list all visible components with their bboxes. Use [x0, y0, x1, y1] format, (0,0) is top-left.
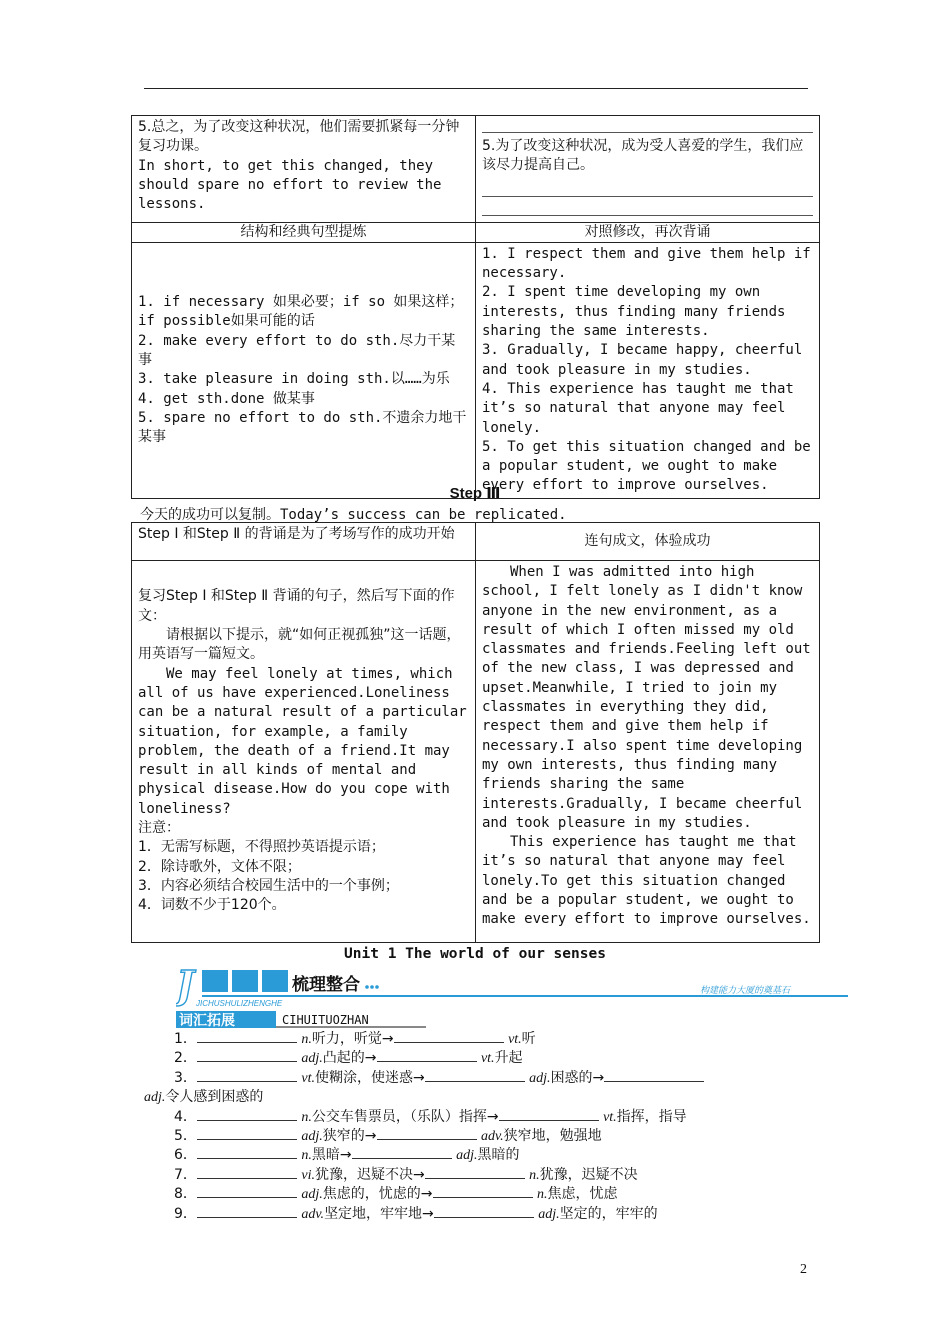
dot-icon — [370, 985, 374, 989]
vocab-number: 9． — [174, 1205, 197, 1222]
vocab-meaning: 狭窄地，勉强地 — [503, 1128, 602, 1145]
vocab-item — [144, 1108, 704, 1127]
part-of-speech: vi. — [301, 1167, 315, 1183]
answer-blank[interactable] — [425, 1166, 525, 1179]
dot-icon — [375, 985, 379, 989]
sentence-item: 4. This experience has taught me that it’s so natural that anyone may feel lonely. — [482, 380, 794, 436]
sentences-cell — [476, 242, 820, 498]
answer-blank[interactable] — [604, 1069, 704, 1082]
task-instruction: 复习Step Ⅰ 和Step Ⅱ 背诵的句子，然后写下面的作文： — [138, 588, 455, 624]
note-item: 3．内容必须结合校园生活中的一个事例； — [138, 877, 399, 894]
summary-cn: 5.总之，为了改变这种状况，他们需要抓紧每一分钟复习功课。 — [138, 119, 460, 155]
vocab-meaning: 焦虑，忧虑 — [547, 1186, 618, 1203]
essay-cell — [476, 561, 820, 943]
part-of-speech: adj. — [301, 1187, 323, 1203]
part-of-speech: adj. — [529, 1070, 551, 1086]
answer-blank[interactable] — [425, 1069, 525, 1082]
task-cell — [132, 561, 476, 943]
banner-block — [202, 970, 228, 992]
step-title: Step Ⅲ — [449, 485, 501, 502]
vocab-meaning: 黑暗→ — [311, 1147, 352, 1164]
vocab-meaning: 困惑的→ — [550, 1069, 605, 1086]
part-of-speech: adj. — [144, 1090, 166, 1106]
answer-blank[interactable] — [197, 1030, 297, 1043]
vocab-meaning: 凸起的→ — [322, 1050, 377, 1067]
structures-cell — [132, 242, 476, 498]
note-item: 2．除诗歌外，文体不限； — [138, 858, 301, 875]
banner-slogan: 构建能力大厦的奠基石 — [700, 986, 791, 996]
banner-block — [232, 970, 258, 992]
summary-sentence-cell — [132, 116, 476, 223]
header-step-recitation: Step Ⅰ 和Step Ⅱ 的背诵是为了考场写作的成功开始 — [132, 523, 476, 561]
answer-blank[interactable] — [197, 1146, 297, 1159]
answer-blank[interactable] — [197, 1069, 297, 1082]
vocab-number: 5． — [174, 1128, 197, 1145]
summary-en: In short, to get this changed, they should spare no effort to review the lessons. — [138, 157, 442, 213]
answer-blank[interactable] — [377, 1049, 477, 1062]
answer-blank[interactable] — [197, 1185, 297, 1198]
vocab-meaning: 坚定的，牢牢的 — [559, 1205, 658, 1222]
part-of-speech: adj. — [301, 1129, 323, 1145]
sentence-item: 5. To get this situation changed and be a popular student, we ought to make every effort to improve ourselves. — [482, 438, 811, 494]
vocab-meaning: 指挥，指导 — [616, 1108, 687, 1125]
vocab-meaning: 狭窄的→ — [322, 1128, 377, 1145]
part-of-speech: adv. — [301, 1206, 325, 1222]
vocab-item — [144, 1146, 704, 1165]
answer-blank[interactable] — [197, 1049, 297, 1062]
structure-item: 5. spare no effort to do sth.不遗余力地干某事 — [138, 409, 467, 446]
part-of-speech: n. — [301, 1032, 312, 1047]
part-of-speech: adj. — [538, 1206, 560, 1222]
header-revise: 对照修改，再次背诵 — [476, 222, 820, 242]
vocab-meaning: 使糊涂，使迷惑→ — [314, 1069, 425, 1086]
banner-letter: J — [176, 966, 194, 1007]
vocab-item — [144, 1205, 704, 1224]
sentence-item: 1. I respect them and give them help if necessary. — [482, 245, 811, 282]
vocab-number: 8． — [174, 1186, 197, 1203]
part-of-speech: n. — [301, 1109, 312, 1125]
vocab-meaning: 听 — [521, 1031, 536, 1047]
answer-blank[interactable] — [197, 1127, 297, 1140]
vocab-meaning: 犹豫，迟疑不决 — [539, 1166, 638, 1183]
vocab-meaning: 犹豫，迟疑不决→ — [314, 1166, 425, 1183]
vocab-item — [144, 1069, 704, 1088]
vocab-meaning: 坚定地，牢牢地→ — [324, 1205, 434, 1222]
vocab-meaning: 公交车售票员，（乐队）指挥→ — [311, 1108, 499, 1125]
banner-block — [262, 970, 288, 992]
section-banner — [176, 966, 848, 1028]
header-structures: 结构和经典句型提炼 — [132, 222, 476, 242]
vocab-item — [144, 1185, 704, 1204]
vocab-number: 6． — [174, 1147, 197, 1164]
part-of-speech: adv. — [480, 1129, 504, 1145]
step-subtitle: 今天的成功可以复制。Today’s success can be replicated. — [140, 507, 567, 523]
part-of-speech: vt. — [480, 1051, 495, 1067]
task-prompt-en: We may feel lonely at times, which all of us have experienced.Loneliness can be a natural result of a particular situation, for example, a family problem, the death of a friend.It may result in all kinds of mental and physical disease.How do you cope with loneliness? — [138, 665, 467, 817]
answer-blank[interactable] — [394, 1030, 504, 1043]
part-of-speech: n. — [301, 1148, 312, 1164]
vocab-meaning: 黑暗的 — [477, 1147, 520, 1164]
banner-title: 梳理整合 — [292, 975, 360, 995]
vocab-item-continued — [144, 1088, 704, 1107]
vocab-meaning: 令人感到困惑的 — [165, 1089, 264, 1106]
task-prompt-cn: 请根据以下提示，就“如何正视孤独”这一话题，用英语写一篇短文。 — [138, 627, 461, 663]
answer-line — [482, 182, 813, 197]
vocab-number: 2． — [174, 1050, 197, 1067]
answer-line — [482, 201, 813, 216]
part-of-speech: vt. — [508, 1032, 522, 1047]
vocab-tab-pinyin: CIHUITUOZHAN — [282, 1013, 369, 1027]
part-of-speech: vt. — [301, 1070, 315, 1086]
translation-cn: 5.为了改变这种状况，成为受人喜爱的学生，我们应该尽力提高自己。 — [482, 138, 804, 174]
recitation-table — [131, 115, 820, 499]
header-rule — [144, 88, 808, 89]
answer-blank[interactable] — [433, 1185, 533, 1198]
vocab-item — [144, 1166, 704, 1185]
structure-item: 4. get sth.done 做某事 — [138, 390, 315, 407]
vocab-number: 7． — [174, 1166, 197, 1183]
vocab-number: 4． — [174, 1108, 197, 1125]
answer-blank[interactable] — [197, 1108, 297, 1121]
part-of-speech: n. — [529, 1167, 540, 1183]
writing-table — [131, 522, 820, 943]
translation-cell — [476, 116, 820, 223]
structure-item: 1. if necessary 如果必要；if so 如果这样；if possible如果可能的话 — [138, 294, 464, 330]
answer-blank[interactable] — [434, 1205, 534, 1218]
vocab-item — [144, 1049, 704, 1068]
header-compose: 连句成文，体验成功 — [476, 523, 820, 561]
answer-blank[interactable] — [197, 1166, 297, 1179]
answer-line — [482, 118, 813, 133]
vocab-meaning: 焦虑的，忧虑的→ — [322, 1186, 433, 1203]
notes-title: 注意： — [138, 820, 180, 837]
vocab-meaning: 升起 — [494, 1050, 523, 1067]
page-number: 2 — [800, 1262, 807, 1277]
answer-blank[interactable] — [499, 1108, 599, 1121]
part-of-speech: adj. — [456, 1148, 478, 1164]
vocab-item — [144, 1030, 704, 1049]
answer-blank[interactable] — [352, 1146, 452, 1159]
vocab-list — [144, 1030, 704, 1224]
structure-item: 2. make every effort to do sth.尽力干某事 — [138, 332, 456, 369]
sentence-item: 2. I spent time developing my own interests, thus finding many friends sharing the same interests. — [482, 284, 786, 340]
answer-blank[interactable] — [197, 1205, 297, 1218]
essay-paragraph: This experience has taught me that it’s so natural that anyone may feel lonely.To get this situation changed and be a popular student, we ought to make every effort to improve ourselves. — [482, 834, 811, 928]
vocab-tab-title: 词汇拓展 — [179, 1013, 235, 1028]
note-item: 1．无需写标题，不得照抄英语提示语； — [138, 839, 385, 856]
banner-graphic — [176, 966, 848, 1028]
vocab-number: 3． — [174, 1069, 197, 1086]
part-of-speech: vt. — [603, 1109, 617, 1125]
unit-title: Unit 1 The world of our senses — [344, 946, 606, 962]
structure-item: 3. take pleasure in doing sth.以……为乐 — [138, 371, 450, 388]
vocab-item — [144, 1127, 704, 1146]
dot-icon — [365, 985, 369, 989]
note-item: 4．词数不少于120个。 — [138, 897, 286, 914]
answer-blank[interactable] — [377, 1127, 477, 1140]
banner-pinyin: JICHUSHULIZHENGHE — [196, 999, 283, 1008]
part-of-speech: n. — [536, 1187, 548, 1203]
essay-paragraph: When I was admitted into high school, I felt lonely as I didn't know anyone in the new environment, as a result of which I often missed my old classmates and friends.Feeling left out of the new class, I was depressed and upset.Meanwhile, I tried to join my classmates in everything they did, respect them and give them help if necessary.I also spent time developing my own interests, thus finding many friends sharing the same interests.Gradually, I became cheerful and took pleasure in my studies. — [482, 564, 811, 831]
sentence-item: 3. Gradually, I became happy, cheerful and took pleasure in my studies. — [482, 342, 803, 378]
vocab-number: 1． — [174, 1031, 197, 1047]
vocab-meaning: 听力，听觉→ — [311, 1031, 394, 1047]
part-of-speech: adj. — [301, 1051, 323, 1067]
